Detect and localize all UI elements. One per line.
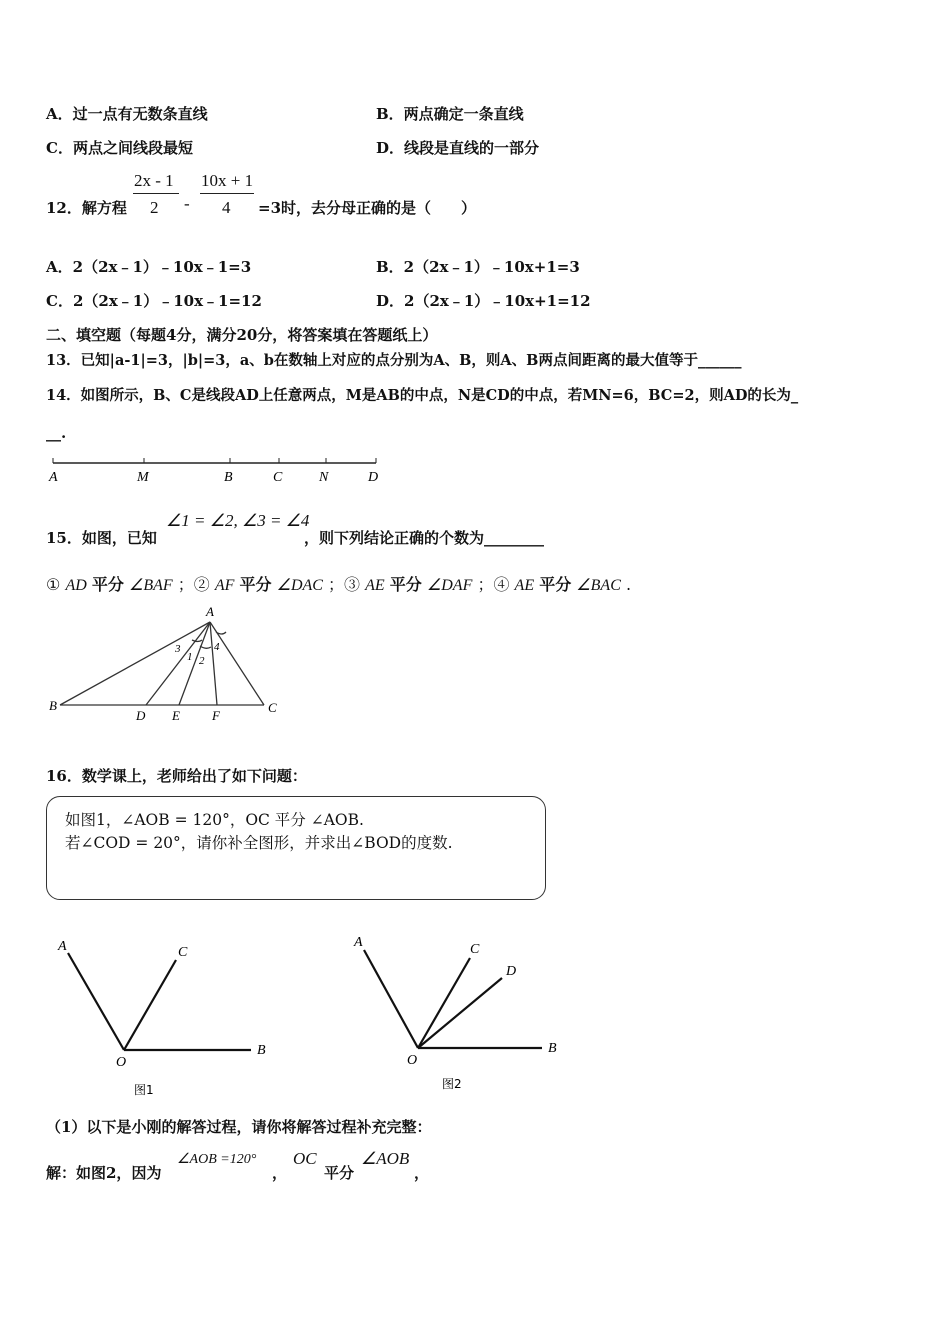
- ray-oa: [68, 953, 124, 1050]
- ray-oc: [124, 960, 176, 1050]
- fig2-label-c: C: [470, 942, 480, 957]
- section-title: 二、填空题（每题4分，满分20分，将答案填在答题纸上）: [46, 326, 438, 344]
- solution-angle-aob-120: ∠AOB =120°: [177, 1152, 257, 1167]
- q11-option-a: A．过一点有无数条直线: [46, 105, 208, 123]
- side-ac: [210, 622, 264, 705]
- problem-box-line-1: 如图1，∠AOB = 120°，OC 平分 ∠AOB.: [65, 811, 364, 829]
- statement-4-ray: AE: [514, 577, 535, 594]
- statement-4-end: .: [625, 575, 632, 594]
- angle-label-2: 2: [199, 655, 205, 667]
- fig1-label-a: A: [58, 939, 67, 954]
- vertex-label-a: A: [206, 604, 214, 619]
- fig2-label-o: O: [407, 1053, 418, 1068]
- statement-1-verb: 平分: [91, 575, 124, 594]
- angle-label-1: 1: [187, 651, 193, 663]
- ray-oa: [364, 950, 418, 1048]
- q16-part1: （1）以下是小刚的解答过程，请你将解答过程补充完整：: [46, 1118, 432, 1136]
- q15-condition: ∠1 = ∠2, ∠3 = ∠4: [166, 511, 310, 530]
- fig1-label-o: O: [116, 1055, 127, 1070]
- segment-ae: [179, 622, 210, 705]
- q12-frac1-bar: [133, 193, 179, 194]
- point-label-c: C: [273, 470, 283, 485]
- q12-frac1-numerator: 2x - 1: [134, 171, 174, 190]
- angle-arc-1-2: [200, 646, 211, 648]
- q12-label: 12．解方程: [46, 199, 127, 217]
- statement-2-angle: ∠DAC: [276, 577, 323, 594]
- vertex-label-c: C: [268, 700, 277, 715]
- solution-bisect: 平分: [324, 1164, 355, 1182]
- vertex-label-e: E: [172, 708, 180, 723]
- q11-option-c: C．两点之间线段最短: [46, 139, 193, 157]
- q15-statements: [46, 572, 631, 595]
- point-label-b: B: [224, 470, 233, 485]
- q12-frac2-denominator: 4: [222, 198, 231, 217]
- q13-text: 13．已知|a-1|=3，|b|=3，a、b在数轴上对应的点分别为A、B，则A、B两点间距离的最大值等于______: [46, 352, 742, 369]
- q14-number-line-figure: [46, 455, 386, 485]
- q12-option-a: A．2（2x﹣1）﹣10x﹣1=3: [46, 258, 252, 276]
- q12-frac2-numerator: 10x + 1: [201, 171, 254, 190]
- point-label-d: D: [368, 470, 379, 485]
- statement-4-verb: 平分: [539, 575, 572, 594]
- problem-box: [46, 796, 546, 900]
- q12-option-b: B．2（2x﹣1）﹣10x+1=3: [376, 258, 580, 276]
- q15-triangle-figure: [46, 602, 296, 727]
- statement-4-number: ；④: [477, 575, 510, 594]
- statement-2-verb: 平分: [239, 575, 272, 594]
- problem-box-line-2: 若∠COD = 20°，请你补全图形，并求出∠BOD的度数.: [65, 834, 453, 852]
- statement-3-ray: AE: [365, 577, 385, 594]
- fig1-label-c: C: [178, 945, 188, 960]
- statement-3-number: ；③: [328, 575, 361, 594]
- solution-comma-1: ，: [272, 1164, 288, 1182]
- statement-4-angle: ∠BAC: [576, 577, 621, 594]
- solution-angle-aob: ∠AOB: [361, 1149, 410, 1168]
- vertex-label-f: F: [212, 708, 220, 723]
- statement-1-angle: ∠BAF: [128, 577, 173, 594]
- q12-option-d: D．2（2x﹣1）﹣10x+1=12: [376, 292, 591, 310]
- point-label-m: M: [137, 470, 149, 485]
- q16-text: 16．数学课上，老师给出了如下问题：: [46, 767, 307, 785]
- q12-tail: =3时，去分母正确的是（ ）: [258, 199, 477, 217]
- fig2-label-a: A: [354, 935, 363, 950]
- q12-frac1-denominator: 2: [150, 198, 159, 217]
- fig2-label-d: D: [506, 964, 517, 979]
- q16-figure-2: [346, 930, 586, 1100]
- angle-label-4: 4: [214, 641, 220, 653]
- q15-label: 15．如图，已知: [46, 529, 157, 547]
- q12-minus: -: [184, 194, 190, 213]
- q15-tail: ，则下列结论正确的个数为________: [304, 529, 545, 547]
- solution-comma-2: ，: [414, 1164, 430, 1182]
- segment-af: [210, 622, 217, 705]
- q11-option-b: B．两点确定一条直线: [376, 105, 524, 123]
- side-ab: [60, 622, 210, 705]
- fig1-label-b: B: [257, 1043, 266, 1058]
- statement-2-ray: AF: [214, 577, 235, 594]
- angle-label-3: 3: [175, 643, 181, 655]
- statement-3-angle: ∠DAF: [426, 577, 473, 594]
- ray-od: [418, 978, 502, 1048]
- fig2-caption: 图2: [442, 1077, 462, 1091]
- statement-1-number: ①: [46, 575, 61, 594]
- fig2-label-b: B: [548, 1041, 557, 1056]
- solution-oc: OC: [293, 1149, 317, 1168]
- vertex-label-b: B: [49, 698, 57, 713]
- q14-text-cont: __.: [46, 424, 67, 442]
- statement-2-number: ；②: [177, 575, 210, 594]
- point-label-a: A: [49, 470, 58, 485]
- fig1-caption: 图1: [134, 1083, 154, 1097]
- solution-label: 解：如图2，因为: [46, 1164, 162, 1182]
- q16-figure-1: [46, 930, 286, 1100]
- q12-option-c: C．2（2x﹣1）﹣10x﹣1=12: [46, 292, 262, 310]
- q12-frac2-bar: [200, 193, 254, 194]
- ray-oc: [418, 958, 470, 1048]
- q14-text: 14．如图所示，B、C是线段AD上任意两点，M是AB的中点，N是CD的中点，若MN=6，BC=2，则AD的长为_: [46, 387, 799, 404]
- statement-1-ray: AD: [65, 577, 87, 594]
- vertex-label-d: D: [136, 708, 146, 723]
- angle-arc-3: [192, 640, 202, 642]
- point-label-n: N: [319, 470, 329, 485]
- statement-3-verb: 平分: [389, 575, 422, 594]
- q11-option-d: D．线段是直线的一部分: [376, 139, 540, 157]
